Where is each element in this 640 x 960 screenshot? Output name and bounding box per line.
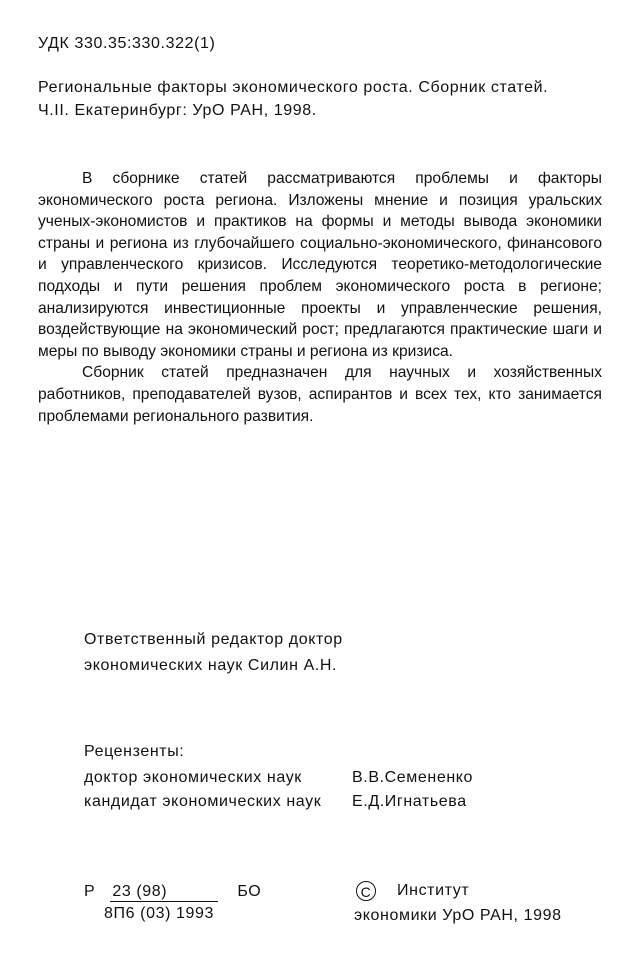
abstract bbox=[38, 168, 602, 427]
reviewer-name-1: В.В.Семененко bbox=[352, 769, 474, 786]
publisher-line-1: Институт bbox=[397, 882, 470, 900]
reviewer-title-1: доктор экономических наук bbox=[84, 769, 302, 786]
code-prefix: Р bbox=[84, 883, 96, 900]
code-suffix: БО bbox=[237, 883, 262, 900]
editor-line-1: Ответственный редактор доктор bbox=[84, 631, 343, 648]
copyright-icon: C bbox=[356, 881, 376, 901]
abstract-paragraph-2: Сборник статей предназначен для научных и хозяйственных работников, преподавателей вузов, аспирантов и всех тех, кто занимается проблемами регионального развития. bbox=[38, 364, 602, 425]
abstract-paragraph-1: В сборнике статей рассматриваются проблемы и факторы экономического роста региона. Изложены мнение и позиция уральских ученых-экономистов и практиков на формы и методы вывода экономики страны и региона из глубочайшего социально-экономического, финансового и управленческого кризисов. Исследуются теоретико-методологические подходы и пути решения проблем экономического роста в регионе; анализируются инвестиционные проекты и управленческие решения, воздействующие на экономический рост; предлагаются практические шаги и меры по выводу экономики страны и региона из кризиса. bbox=[38, 170, 602, 360]
udc-code: УДК 330.35:330.322(1) bbox=[38, 35, 216, 52]
title-line-2: Ч.II. Екатеринбург: УрО РАН, 1998. bbox=[38, 102, 317, 119]
reviewer-name-2: Е.Д.Игнатьева bbox=[352, 793, 467, 810]
publisher-block bbox=[356, 881, 469, 901]
title-line-1: Региональные факторы экономического роста. Сборник статей. bbox=[38, 79, 549, 96]
code-value: 23 (98) bbox=[110, 883, 218, 902]
reviewer-title-2: кандидат экономических наук bbox=[84, 793, 322, 810]
code-line-2: 8П6 (03) 1993 bbox=[104, 905, 215, 922]
reviewers-heading: Рецензенты: bbox=[84, 743, 185, 760]
classification-code bbox=[84, 882, 261, 902]
editor-line-2: экономических наук Силин А.Н. bbox=[84, 657, 338, 674]
publisher-line-2: экономики УрО РАН, 1998 bbox=[354, 907, 562, 924]
